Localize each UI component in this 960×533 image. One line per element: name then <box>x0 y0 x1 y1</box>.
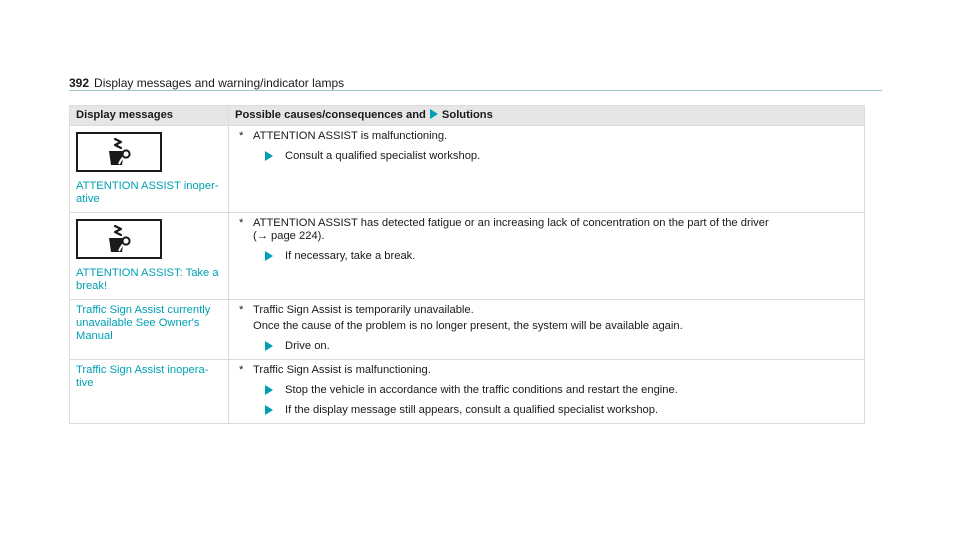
solution-step-text: Consult a qualified specialist workshop. <box>285 150 481 162</box>
display-message-text: Traffic Sign Assist currently unavailable See Owner's Manual <box>76 304 211 342</box>
coffee-cup-icon <box>76 132 162 172</box>
cause-cell <box>229 213 865 300</box>
page-header <box>69 76 882 90</box>
table-row <box>70 360 865 424</box>
display-message-cell <box>70 126 229 213</box>
solution-step <box>235 150 858 163</box>
table-row <box>70 213 865 300</box>
solution-step <box>235 384 858 397</box>
solution-step-text: If necessary, take a break. <box>285 250 416 262</box>
cause-item <box>235 364 858 377</box>
solution-step-text: Drive on. <box>285 340 330 352</box>
step-arrow-icon <box>265 385 273 395</box>
column-header-display-messages: Display messages <box>70 106 229 126</box>
cause-text: Traffic Sign Assist is malfunctioning. <box>253 364 431 376</box>
coffee-cup-icon <box>76 219 162 259</box>
step-arrow-icon <box>265 151 273 161</box>
page-reference: (→ page 224). <box>253 230 325 242</box>
page-number: 392 <box>69 76 90 90</box>
cause-item <box>235 130 858 143</box>
cause-item <box>235 217 858 243</box>
display-message-cell <box>70 360 229 424</box>
display-message-text: ATTENTION ASSIST inoper- ative <box>76 180 219 205</box>
table-row <box>70 126 865 213</box>
cause-text: ATTENTION ASSIST is malfunctioning. <box>253 130 448 142</box>
cause-cell <box>229 126 865 213</box>
cause-note: Once the cause of the problem is no longer present, the system will be available again. <box>253 320 683 332</box>
causes-header-text: Possible causes/consequences and <box>235 109 426 121</box>
table-header-row <box>70 106 865 126</box>
bullet-asterisk: * <box>239 130 244 142</box>
cause-text: ATTENTION ASSIST has detected fatigue or an increasing lack of concentration on the part of the driver <box>253 217 769 229</box>
solution-step-text: Stop the vehicle in accordance with the traffic conditions and restart the engine. <box>285 384 678 396</box>
solution-step <box>235 340 858 353</box>
header-rule <box>69 90 882 91</box>
solution-step <box>235 404 858 417</box>
display-message-text: ATTENTION ASSIST: Take a break! <box>76 267 219 292</box>
display-messages-table <box>69 105 865 424</box>
column-header-causes <box>229 106 865 126</box>
solutions-header-text: Solutions <box>441 109 493 121</box>
bullet-asterisk: * <box>239 217 244 229</box>
cause-item <box>235 304 858 317</box>
step-arrow-icon <box>265 405 273 415</box>
display-message-cell <box>70 300 229 360</box>
solution-step-text: If the display message still appears, consult a qualified specialist workshop. <box>285 404 659 416</box>
solution-arrow-icon <box>430 109 438 119</box>
solution-step <box>235 250 858 263</box>
display-message-text: Traffic Sign Assist inopera- tive <box>76 364 209 389</box>
step-arrow-icon <box>265 341 273 351</box>
cause-text-group <box>253 217 858 243</box>
step-arrow-icon <box>265 251 273 261</box>
table-row <box>70 300 865 360</box>
bullet-asterisk: * <box>239 304 244 316</box>
cause-cell <box>229 360 865 424</box>
cause-text: Traffic Sign Assist is temporarily unavailable. <box>253 304 474 316</box>
page-title: Display messages and warning/indicator lamps <box>94 76 345 90</box>
display-message-cell <box>70 213 229 300</box>
cause-cell <box>229 300 865 360</box>
bullet-asterisk: * <box>239 364 244 376</box>
